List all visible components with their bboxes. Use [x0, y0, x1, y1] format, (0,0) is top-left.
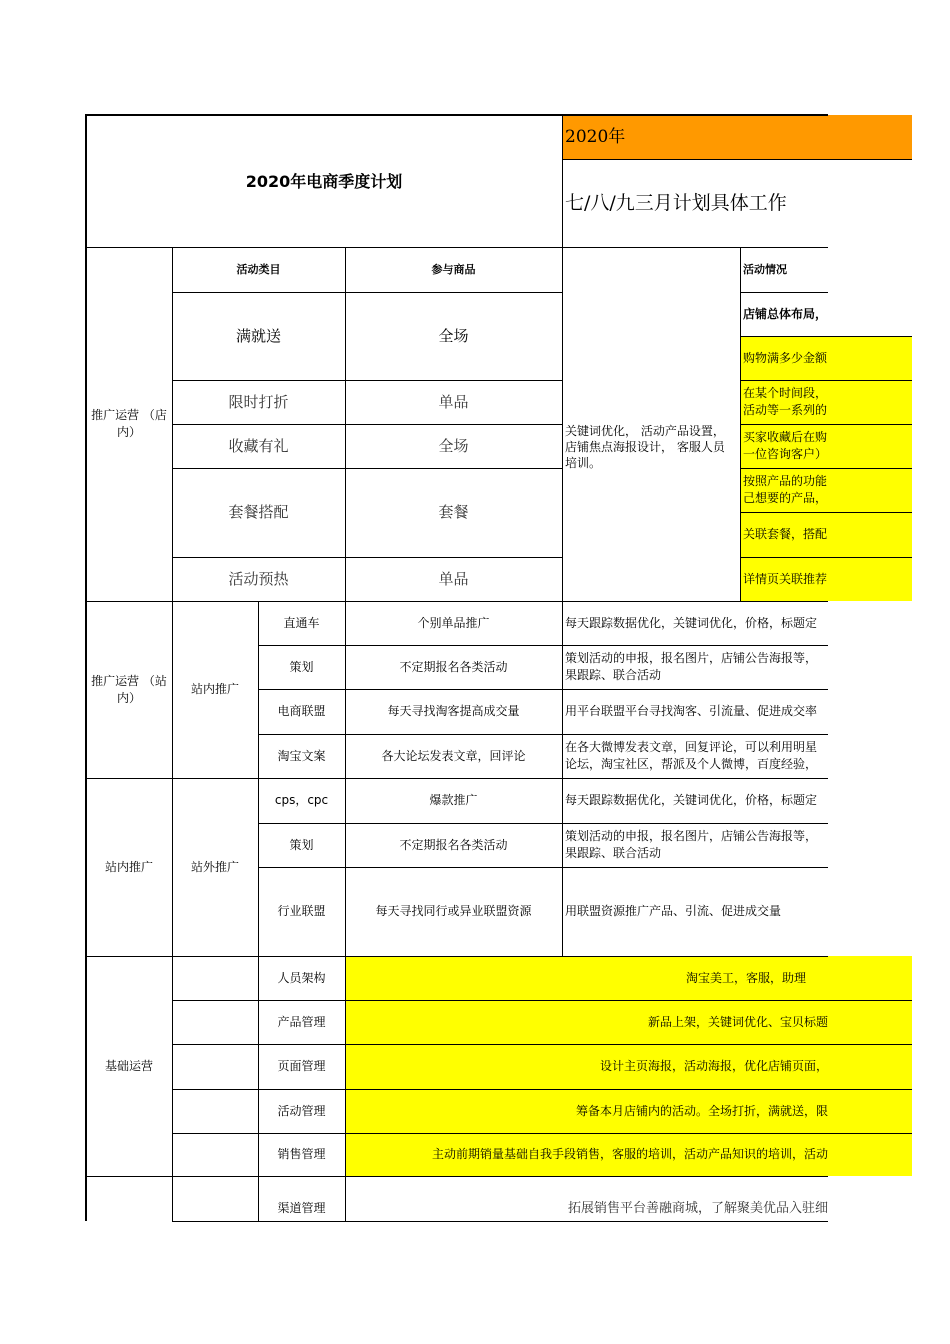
grid-line [172, 1133, 912, 1134]
grid-line [562, 114, 563, 956]
channel-content: 爆款推广 [429, 793, 478, 807]
grid-line [740, 380, 912, 381]
activity-category: 活动预热 [228, 569, 289, 588]
column-header-situation: 活动情况 [743, 263, 787, 276]
grid-line [85, 114, 87, 1221]
grid-line [172, 292, 562, 293]
grid-line [740, 292, 828, 293]
grid-line [85, 114, 828, 116]
activity-product: 单品 [438, 392, 469, 411]
channel-content: 每天寻找淘客提高成交量 [387, 704, 520, 718]
plan-subtitle: 七/八/九三月计划具体工作 [565, 191, 787, 214]
activity-situation: 买家收藏后在购一位咨询客户） [743, 430, 828, 461]
ops-content-text: 设计主页海报，活动海报，优化店铺页面， [599, 1059, 828, 1073]
channel-detail: 用联盟资源推广产品、引流、促进成交量 [565, 904, 782, 918]
ops-content-text: 筹备本月店铺内的活动。全场打折，满就送，限 [575, 1103, 828, 1118]
grid-line [86, 778, 828, 779]
column-header-product: 参与商品 [431, 263, 476, 276]
grid-line [86, 1176, 828, 1177]
channel-content: 不定期报名各类活动 [399, 837, 508, 852]
activity-product: 套餐 [438, 503, 469, 521]
ops-content-text: 拓展销售平台善融商城，了解聚美优品入驻细 [567, 1201, 828, 1216]
activity-description: 关键词优化， 活动产品设置， 店铺焦点海报设计， 客服人员培训。 [565, 423, 725, 470]
channel-detail: 策划活动的申报，报名图片，店铺公告海报等，果跟踪、联合活动 [565, 829, 818, 860]
channel-name: 策划 [289, 837, 314, 852]
page-title: 2020年电商季度计划 [245, 171, 403, 191]
ops-item: 渠道管理 [277, 1201, 326, 1215]
activity-product: 全场 [438, 326, 469, 345]
grid-line [172, 424, 562, 425]
activity-situation: 在某个时间段，活动等一系列的 [743, 386, 828, 417]
year-banner [562, 115, 912, 159]
ops-content [345, 956, 828, 1000]
ops-content [345, 1089, 828, 1133]
grid-line [740, 512, 912, 513]
group-label-site-promo: 推广运营 （站内） [91, 673, 167, 705]
activity-category: 收藏有礼 [228, 436, 289, 455]
grid-line [740, 424, 912, 425]
channel-name: cps，cpc [274, 793, 329, 807]
grid-line [562, 159, 912, 160]
sub-label-offsite: 站外推广 [190, 859, 239, 874]
activity-category: 满就送 [235, 326, 281, 345]
activity-category: 限时打折 [228, 392, 289, 411]
activity-product: 全场 [438, 436, 469, 455]
ops-content [345, 1176, 828, 1221]
group-label-store-promo: 推广运营 （店内） [91, 408, 167, 439]
channel-content: 个别单品推广 [417, 615, 490, 630]
grid-line [172, 1044, 912, 1045]
ops-content [345, 1000, 828, 1044]
grid-line [86, 956, 828, 957]
grid-line [258, 823, 828, 824]
activity-situation: 按照产品的功能己想要的产品， [743, 474, 828, 505]
activity-situation: 购物满多少金额 [743, 350, 828, 365]
activity-category: 套餐搭配 [228, 503, 289, 521]
grid-line [86, 247, 828, 248]
group-label-onsite-promo: 站内推广 [104, 859, 153, 874]
channel-detail: 在各大微博发表文章，回复评论，可以利用明星论坛，淘宝社区，帮派及个人微博，百度经验， [565, 740, 818, 771]
channel-detail: 策划活动的申报，报名图片，店铺公告海报等，果跟踪、联合活动 [565, 651, 818, 682]
grid-line [258, 867, 828, 868]
ops-content-text: 新品上架，关键词优化、宝贝标题 [647, 1014, 828, 1029]
ops-content [345, 1044, 828, 1089]
grid-line [258, 645, 828, 646]
channel-content: 各大论坛发表文章，回评论 [381, 748, 526, 763]
grid-line [258, 601, 259, 1221]
ops-content-text: 淘宝美工，客服，助理 [685, 970, 806, 985]
grid-line [172, 557, 562, 558]
channel-detail: 每天跟踪数据优化，关键词优化，价格，标题定 [565, 793, 818, 807]
channel-content: 不定期报名各类活动 [399, 659, 508, 674]
activity-situation: 关联套餐，搭配 [743, 527, 828, 541]
grid-line [172, 1089, 912, 1090]
channel-name: 直通车 [283, 615, 320, 630]
ops-item: 人员架构 [277, 970, 326, 985]
grid-line [740, 468, 912, 469]
grid-line [172, 247, 173, 1221]
group-label-basic-ops: 基础运营 [104, 1058, 153, 1073]
grid-line [345, 1000, 912, 1001]
channel-detail: 每天跟踪数据优化，关键词优化，价格，标题定 [565, 615, 818, 630]
ops-content [345, 1133, 828, 1176]
sub-label-onsite: 站内推广 [190, 682, 239, 696]
grid-line [172, 1000, 345, 1001]
activity-product: 单品 [438, 569, 469, 588]
ops-content-text: 主动前期销量基础自我手段销售，客服的培训，活动产品知识的培训，活动 [431, 1147, 828, 1161]
activity-situation: 详情页关联推荐 [743, 571, 828, 586]
ops-item: 产品管理 [277, 1014, 326, 1029]
grid-line [258, 689, 828, 690]
column-header-category: 活动类目 [236, 263, 281, 276]
grid-line [740, 336, 912, 337]
grid-line [172, 1221, 828, 1222]
ops-item: 活动管理 [277, 1103, 326, 1118]
channel-name: 行业联盟 [277, 904, 326, 918]
grid-line [172, 380, 562, 381]
ops-item: 页面管理 [277, 1059, 326, 1073]
channel-name: 淘宝文案 [277, 748, 326, 763]
channel-content: 每天寻找同行或异业联盟资源 [375, 904, 532, 918]
ops-item: 销售管理 [277, 1147, 326, 1161]
grid-line [258, 734, 828, 735]
activity-situation: 店铺总体布局， [743, 306, 828, 321]
channel-detail: 用平台联盟平台寻找淘客、引流量、促进成交率 [565, 704, 818, 718]
grid-line [740, 557, 912, 558]
channel-name: 电商联盟 [277, 704, 326, 718]
grid-line [86, 601, 828, 602]
year-banner-text: 2020年 [565, 126, 626, 147]
grid-line [172, 468, 562, 469]
channel-name: 策划 [289, 659, 314, 674]
